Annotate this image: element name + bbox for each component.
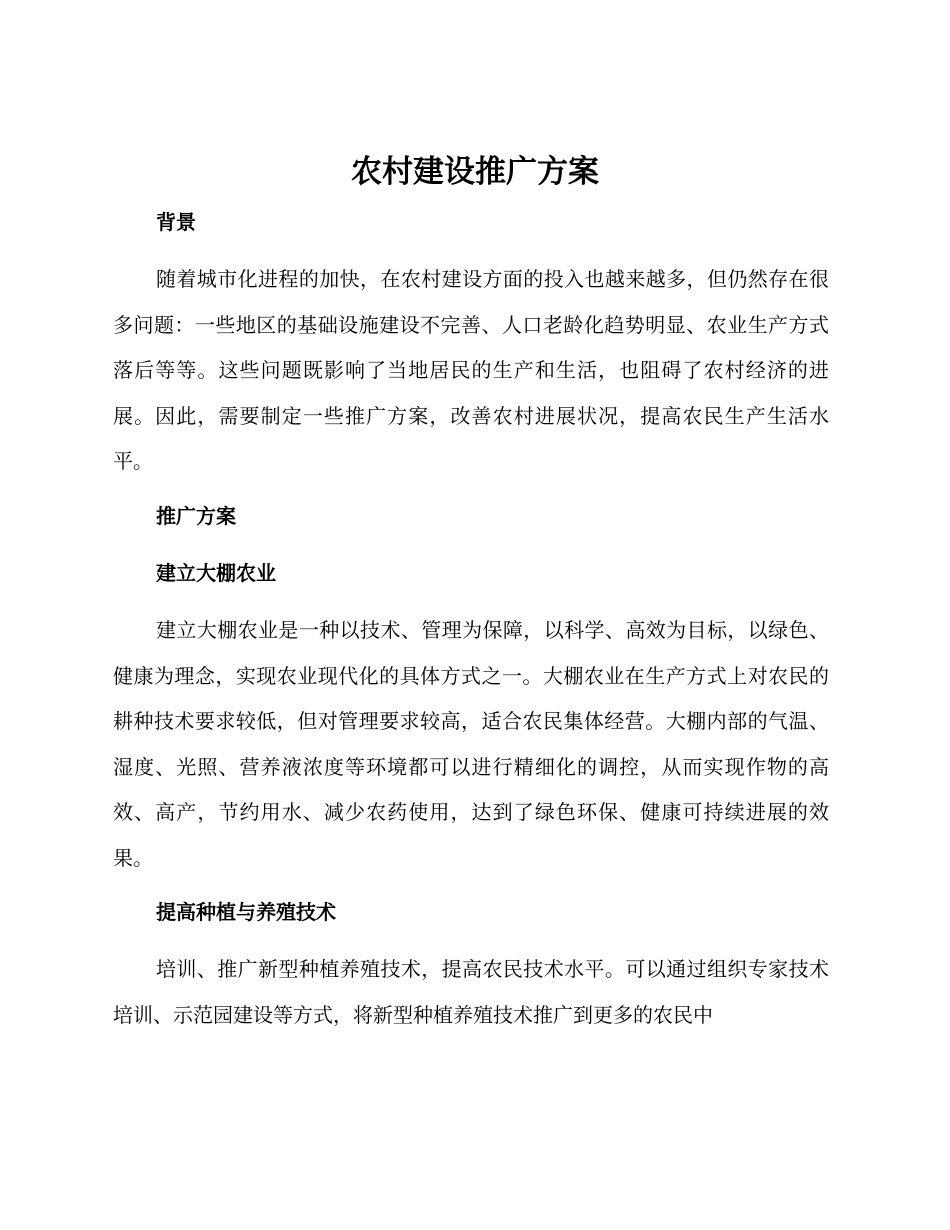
section-paragraph-planting-breeding-technology: 培训、推广新型种植养殖技术，提高农民技术水平。可以通过组织专家技术培训、示范园建设等方式，将新型种植养殖技术推广到更多的农民中 xyxy=(113,957,829,1027)
section-paragraph-greenhouse-agriculture: 建立大棚农业是一种以技术、管理为保障，以科学、高效为目标，以绿色、健康为理念，实现农业现代化的具体方式之一。大棚农业在生产方式上对农民的耕种技术要求较低，但对管理要求较高，适合农民集体经营。大棚内部的气温、湿度、光照、营养液浓度等环境都可以进行精细化的调控，从而实现作物的高效、高产，节约用水、减少农药使用，达到了绿色环保、健康可持续进展的效果。 xyxy=(113,618,829,870)
section-heading-planting-breeding-technology: 提高种植与养殖技术 xyxy=(156,900,336,924)
section-paragraph-background: 随着城市化进程的加快，在农村建设方面的投入也越来越多，但仍然存在很多问题：一些地区的基础设施建设不完善、人口老龄化趋势明显、农业生产方式落后等等。这些问题既影响了当地居民的生产和生活，也阻碍了农村经济的进展。因此，需要制定一些推广方案，改善农村进展状况，提高农民生产生活水平。 xyxy=(113,267,829,473)
section-heading-promotion-plan: 推广方案 xyxy=(156,504,236,528)
document-title: 农村建设推广方案 xyxy=(351,154,599,190)
section-heading-background: 背景 xyxy=(156,210,196,234)
section-heading-greenhouse-agriculture: 建立大棚农业 xyxy=(156,561,276,585)
